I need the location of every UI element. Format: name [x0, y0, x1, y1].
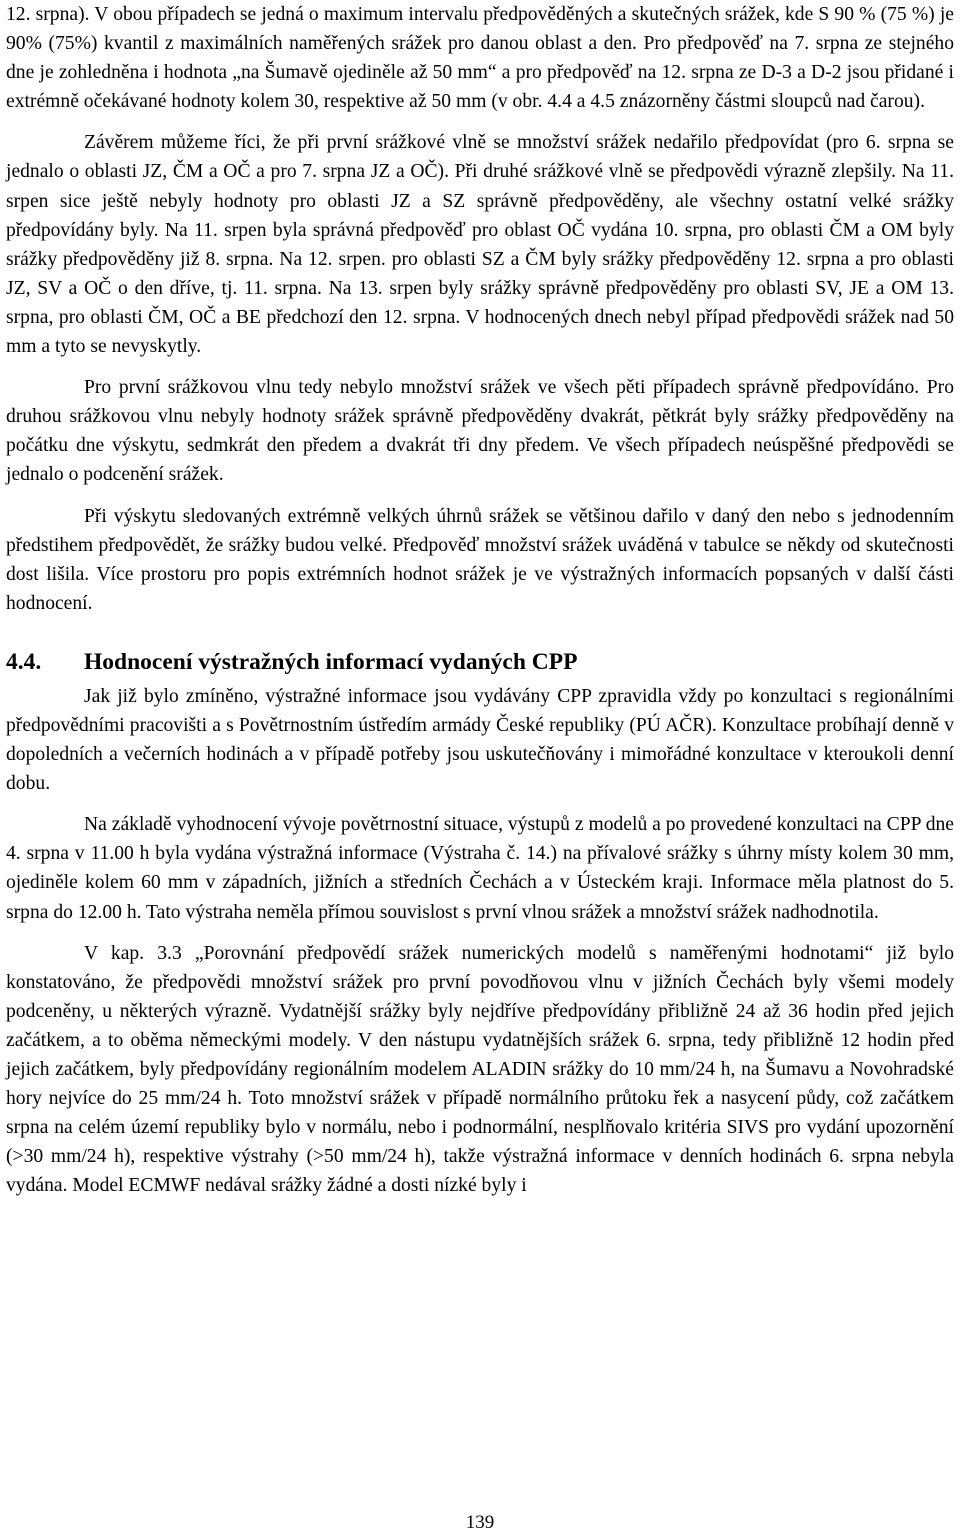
paragraph-continuation: 12. srpna). V obou případech se jedná o maximum intervalu předpověděných a skutečných srážek, kde S 90 % (75 %) je 90% (75%) kvantil z maximálních naměřených srážek pro danou oblast a den. Pro předpověď na 7. srpna ze stejného dne je zohledněna i hodnota „na Šumavě ojediněle až 50 mm“ a pro předpověď na 12. srpna ze D-3 a D-2 jsou přidané i extrémně očekávané hodnoty kolem 30, respektive až 50 mm (v obr. 4.4 a 4.5 znázorněny částmi sloupců nad čarou). — [6, 4, 954, 113]
page-number: 139 — [465, 1512, 495, 1533]
section-number: 4.4. — [6, 648, 42, 675]
paragraph-first-wave: Pro první srážkovou vlnu tedy nebylo množství srážek ve všech pěti případech správně předpovídáno. Pro druhou srážkovou vlnu nebyly hodnoty srážek správně předpověděny dvakrát, pětkrát byly srážky předpověděny na počátku dne výskytu, sedmkrát den předem a dvakrát tři dny předem. Ve všech případech neúspěšné předpovědi se jednalo o podcenění srážek. — [6, 377, 954, 486]
paragraph-model-comparison: V kap. 3.3 „Porovnání předpovědí srážek numerických modelů s naměřenými hodnotami“ již bylo konstatováno, že předpovědi množství srážek pro první povodňovou vlnu v jižních Čechách byly všemi modely podceněny, u některých výrazně. Vydatnější srážky byly nejdříve předpovídány přibližně 24 až 36 hodin před jejich začátkem, a to oběma německými modely. V den nástupu vydatnějších srážek 6. srpna, tedy přibližně 12 hodin před jejich začátkem, byly předpovídány regionálním modelem ALADIN srážky do 10 mm/24 h, na Šumavu a Novohradské hory nejvíce do 25 mm/24 h. Toto množství srážek v případě normálního průtoku řek a nasycení půdy, což začátkem srpna na celém území republiky bylo v normálu, nebo i podnormální, nesplňovalo kritéria SIVS pro vydání upozornění (>30 mm/24 h), respektive výstrahy (>50 mm/24 h), takže výstražná informace v denních hodinách 6. srpna nebyla vydána. Model ECMWF nedával srážky žádné a dosti nízké byly i — [6, 942, 954, 1197]
paragraph-conclusion: Závěrem můžeme říci, že při první srážkové vlně se množství srážek nedařilo předpovídat (pro 6. srpna se jednalo o oblasti JZ, ČM a OČ a pro 7. srpna JZ a OČ). Při druhé srážkové vlně se předpovědi výrazně zlepšily. Na 11. srpen sice ještě nebyly hodnoty pro oblasti JZ a SZ správně předpověděny, ale všechny ostatní velké srážky předpovídány byly. Na 11. srpen byla správná předpověď pro oblast OČ vydána 10. srpna, pro oblasti ČM a OM byly srážky předpověděny již 8. srpna. Na 12. srpen. pro oblasti SZ a ČM byly srážky předpověděny 12. srpna a pro oblasti JZ, SV a OČ o den dříve, tj. 11. srpna. Na 13. srpen byly srážky správně předpověděny pro oblasti SV, JE a OM 13. srpna, pro oblasti ČM, OČ a BE předchozí den 12. srpna. V hodnocených dnech nebyl případ předpovědi srážek nad 50 mm a tyto se nevyskytly. — [6, 132, 954, 358]
section-title: Hodnocení výstražných informací vydaných CPP — [84, 648, 578, 675]
section-heading — [6, 646, 954, 678]
document-page — [6, 0, 954, 1200]
paragraph-warnings-issuance: Jak již bylo zmíněno, výstražné informace jsou vydávány CPP zpravidla vždy po konzultaci s regionálními předpovědními pracovišti a s Povětrnostním ústředím armády České republiky (PÚ AČR). Konzultace probíhají denně v dopoledních a večerních hodinách a v případě potřeby jsou uskutečňovány i mimořádné konzultace v kteroukoli denní dobu. — [6, 685, 954, 795]
paragraph-extreme-totals: Při výskytu sledovaných extrémně velkých úhrnů srážek se většinou dařilo v daný den nebo s jednodenním předstihem předpovědět, že srážky budou velké. Předpověď množství srážek uváděná v tabulce se někdy od skutečnosti dost lišila. Více prostoru pro popis extrémních hodnot srážek je ve výstražných informacích popsaných v další části hodnocení. — [6, 505, 954, 614]
paragraph-warning-14: Na základě vyhodnocení vývoje povětrnostní situace, výstupů z modelů a po provedené konzultaci na CPP dne 4. srpna v 11.00 h byla vydána výstražná informace (Výstraha č. 14.) na přívalové srážky s úhrny místy kolem 30 mm, ojediněle kolem 60 mm v západních, jižních a středních Čechách a v Ústeckém kraji. Informace měla platnost do 5. srpna do 12.00 h. Tato výstraha neměla přímou souvislost s první vlnou srážek a množství srážek nadhodnotila. — [6, 814, 954, 923]
